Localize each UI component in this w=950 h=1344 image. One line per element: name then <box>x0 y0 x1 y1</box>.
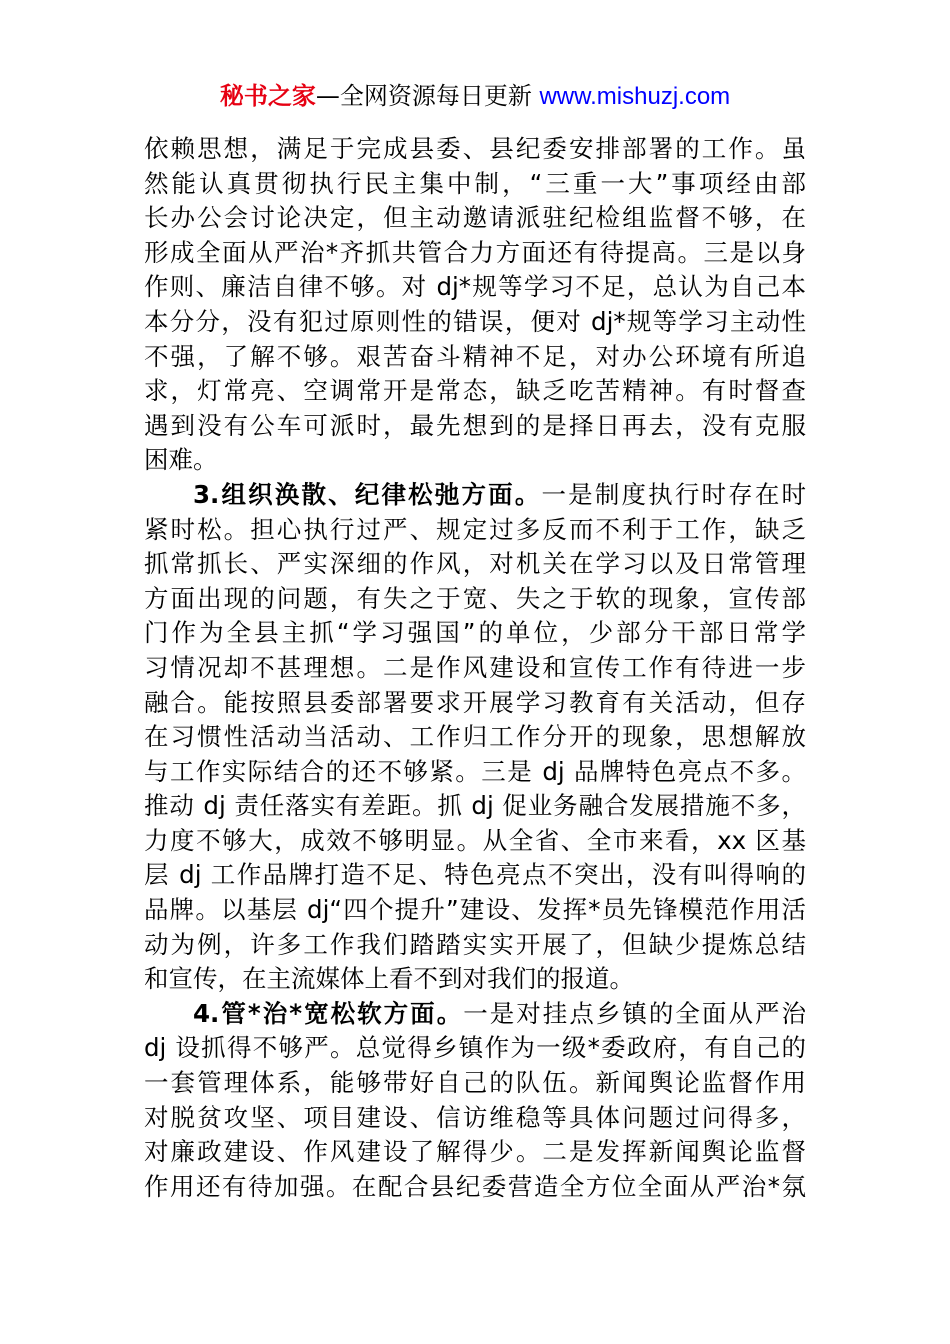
text-line: 对脱贫攻坚、项目建设、信访维稳等具体问题过问得多， <box>144 1102 806 1132</box>
section-3-heading: 3.组织涣散、纪律松弛方面。 <box>193 479 542 509</box>
text-run: 一是对挂点乡镇的全面从严治 <box>463 998 807 1028</box>
site-url-link[interactable]: www.mishuzj.com <box>539 83 731 110</box>
document-body <box>144 132 806 1204</box>
site-header <box>0 80 950 113</box>
header-tagline: 全网资源每日更新 <box>339 82 532 110</box>
text-line: 一套管理体系，能够带好自己的队伍。新闻舆论监督作用 <box>144 1068 806 1098</box>
text-run: 一是制度执行时存在时 <box>541 479 807 509</box>
site-brand: 秘书之家 <box>219 82 316 110</box>
section-3-first-line <box>144 478 806 513</box>
text-line: 求，灯常亮、空调常开是常态，缺乏吃苦精神。有时督查 <box>144 376 806 406</box>
text-line: 习情况却不甚理想。二是作风建设和宣传工作有待进一步 <box>144 652 806 682</box>
text-line: 门作为全县主抓“学习强国”的单位，少部分干部日常学 <box>144 618 806 648</box>
text-line: 和宣传，在主流媒体上看不到对我们的报道。 <box>144 964 634 994</box>
section-4-first-line <box>144 997 806 1032</box>
text-line: 融合。能按照县委部署要求开展学习教育有关活动，但存 <box>144 687 806 717</box>
text-line: 与工作实际结合的还不够紧。三是 dj 品牌特色亮点不多。 <box>144 756 806 786</box>
text-line: 作用还有待加强。在配合县纪委营造全方位全面从严治*氛 <box>144 1171 806 1201</box>
text-line: 形成全面从严治*齐抓共管合力方面还有待提高。三是以身 <box>144 237 806 267</box>
text-line: 本分分，没有犯过原则性的错误，便对 dj*规等学习主动性 <box>144 306 806 336</box>
section-4-heading: 4.管*治*宽松软方面。 <box>193 998 464 1028</box>
text-line: 力度不够大，成效不够明显。从全省、全市来看，xx 区基 <box>144 825 806 855</box>
text-line: 推动 dj 责任落实有差距。抓 dj 促业务融合发展措施不多， <box>144 791 806 821</box>
text-line: 层 dj 工作品牌打造不足、特色亮点不突出，没有叫得响的 <box>144 860 806 890</box>
text-line: 紧时松。担心执行过严、规定过多反而不利于工作，缺乏 <box>144 514 806 544</box>
header-separator: — <box>315 82 340 110</box>
text-line: 不强，了解不够。艰苦奋斗精神不足，对办公环境有所追 <box>144 341 806 371</box>
text-line: dj 设抓得不够严。总觉得乡镇作为一级*委政府，有自己的 <box>144 1033 806 1063</box>
text-line: 依赖思想，满足于完成县委、县纪委安排部署的工作。虽 <box>144 134 806 163</box>
text-line: 方面出现的问题，有失之于宽、失之于软的现象，宣传部 <box>144 583 806 613</box>
text-line: 长办公会讨论决定，但主动邀请派驻纪检组监督不够，在 <box>144 203 806 233</box>
text-line: 作则、廉洁自律不够。对 dj*规等学习不足，总认为自己本 <box>144 272 806 302</box>
text-line: 动为例，许多工作我们踏踏实实开展了，但缺少提炼总结 <box>144 929 806 959</box>
text-line: 遇到没有公车可派时，最先想到的是择日再去，没有克服 <box>144 410 806 440</box>
text-line: 困难。 <box>144 445 218 475</box>
text-line: 对廉政建设、作风建设了解得少。二是发挥新闻舆论监督 <box>144 1137 806 1167</box>
text-line: 品牌。以基层 dj“四个提升”建设、发挥*员先锋模范作用活 <box>144 895 806 925</box>
text-line: 在习惯性活动当活动、工作归工作分开的现象，思想解放 <box>144 722 806 752</box>
text-line: 抓常抓长、严实深细的作风，对机关在学习以及日常管理 <box>144 549 806 579</box>
text-line: 然能认真贯彻执行民主集中制，“三重一大”事项经由部 <box>144 168 806 198</box>
